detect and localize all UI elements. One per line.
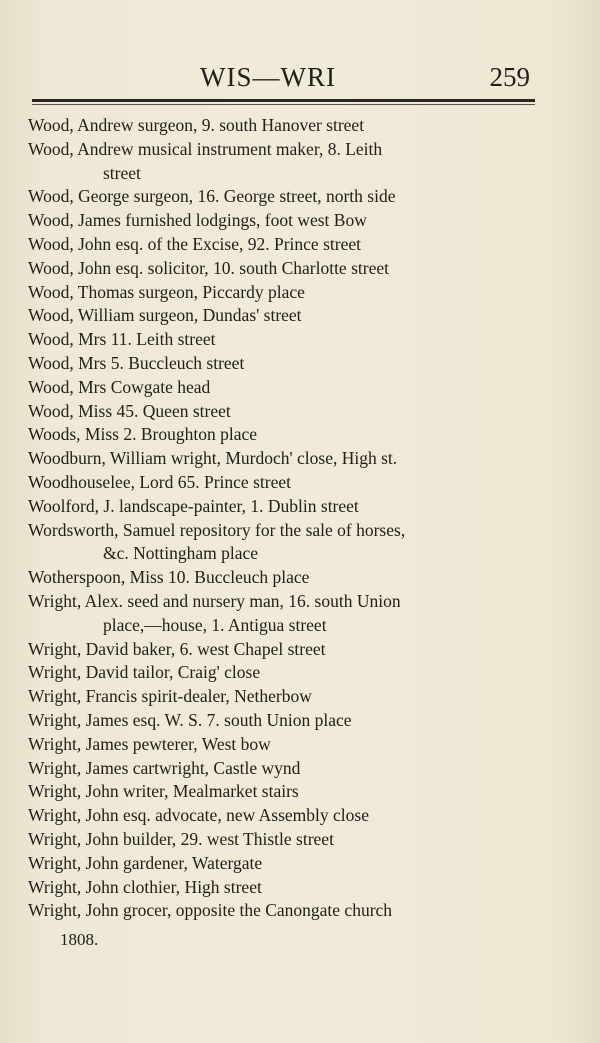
entry-text: Wright, John clothier, High street xyxy=(28,876,262,897)
entry-text: Woolford, J. landscape-painter, 1. Dublin street xyxy=(28,495,359,516)
entry-continuation: &c. Nottingham place xyxy=(103,543,259,564)
header-rule xyxy=(32,99,535,102)
entry-text: Woodburn, William wright, Murdoch' close, High st. xyxy=(28,448,398,469)
directory-entry xyxy=(28,495,540,519)
entry-text: Woodhouselee, Lord 65. Prince street xyxy=(28,471,291,492)
page-number: 259 xyxy=(489,62,530,92)
entry-text: Wright, John builder, 29. west Thistle street xyxy=(28,828,334,849)
directory-entry xyxy=(28,638,540,662)
directory-entry xyxy=(28,400,540,424)
directory-entry xyxy=(28,185,540,209)
directory-entry xyxy=(28,804,540,828)
page-header xyxy=(200,62,530,96)
directory-entry xyxy=(28,876,540,900)
entry-text: Wright, John grocer, opposite the Canongate church xyxy=(28,900,393,921)
directory-entry xyxy=(28,352,540,376)
directory-entry xyxy=(28,828,540,852)
entry-text: Wood, Thomas surgeon, Piccardy place xyxy=(28,281,305,302)
entry-continuation: street xyxy=(103,162,141,183)
entry-text: Wood, Mrs Cowgate head xyxy=(28,376,211,397)
directory-entry xyxy=(28,709,540,733)
directory-entry xyxy=(28,233,540,257)
entry-text: Wood, Mrs 11. Leith street xyxy=(28,329,216,350)
entry-text: Wordsworth, Samuel repository for the sale of horses, xyxy=(28,519,406,540)
directory-entry xyxy=(28,899,540,923)
entry-text: Wright, James cartwright, Castle wynd xyxy=(28,757,301,778)
header-rule-thin xyxy=(32,104,535,105)
directory-entry xyxy=(28,780,540,804)
entry-continuation: place,—house, 1. Antigua street xyxy=(103,614,327,635)
entry-text: Wood, Miss 45. Queen street xyxy=(28,400,231,421)
entry-text: Wotherspoon, Miss 10. Buccleuch place xyxy=(28,567,310,588)
directory-entry xyxy=(28,257,540,281)
entry-text: Wright, Alex. seed and nursery man, 16. south Union xyxy=(28,590,401,611)
directory-entry xyxy=(28,757,540,781)
directory-entry xyxy=(28,852,540,876)
directory-entry xyxy=(28,328,540,352)
entry-text: Wright, David tailor, Craig' close xyxy=(28,662,261,683)
directory-entry xyxy=(28,281,540,305)
directory-entry xyxy=(28,661,540,685)
entry-text: Wood, John esq. solicitor, 10. south Charlotte street xyxy=(28,257,389,278)
entry-text: Wood, Andrew surgeon, 9. south Hanover street xyxy=(28,115,365,135)
directory-entry xyxy=(28,114,540,138)
directory-entry xyxy=(28,590,540,638)
entry-text: Wright, David baker, 6. west Chapel street xyxy=(28,638,326,659)
directory-entry xyxy=(28,471,540,495)
signature-mark: 1808. xyxy=(60,930,99,949)
directory-entry xyxy=(28,209,540,233)
directory-entry xyxy=(28,447,540,471)
entry-text: Wood, William surgeon, Dundas' street xyxy=(28,305,302,326)
directory-entry xyxy=(28,138,540,186)
directory-entry xyxy=(28,519,540,567)
entry-text: Woods, Miss 2. Broughton place xyxy=(28,424,257,445)
entry-text: Wright, John gardener, Watergate xyxy=(28,852,263,873)
entry-text: Wright, John esq. advocate, new Assembly close xyxy=(28,805,369,826)
directory-entry xyxy=(28,423,540,447)
directory-entry xyxy=(28,733,540,757)
directory-entry xyxy=(28,376,540,400)
entry-text: Wood, James furnished lodgings, foot west Bow xyxy=(28,210,367,231)
running-head: WIS—WRI xyxy=(200,62,336,92)
entry-text: Wood, Andrew musical instrument maker, 8. Leith xyxy=(28,138,383,159)
entry-text: Wright, James esq. W. S. 7. south Union place xyxy=(28,709,352,730)
entry-text: Wright, John writer, Mealmarket stairs xyxy=(28,781,299,802)
directory-entry xyxy=(28,685,540,709)
entry-text: Wright, Francis spirit-dealer, Netherbow xyxy=(28,686,312,707)
directory-entries xyxy=(28,114,540,923)
entry-text: Wood, George surgeon, 16. George street, north side xyxy=(28,186,396,207)
directory-entry xyxy=(28,304,540,328)
directory-entry xyxy=(28,566,540,590)
entry-text: Wright, James pewterer, West bow xyxy=(28,733,271,754)
entry-text: Wood, John esq. of the Excise, 92. Prince street xyxy=(28,233,361,254)
entry-text: Wood, Mrs 5. Buccleuch street xyxy=(28,352,245,373)
